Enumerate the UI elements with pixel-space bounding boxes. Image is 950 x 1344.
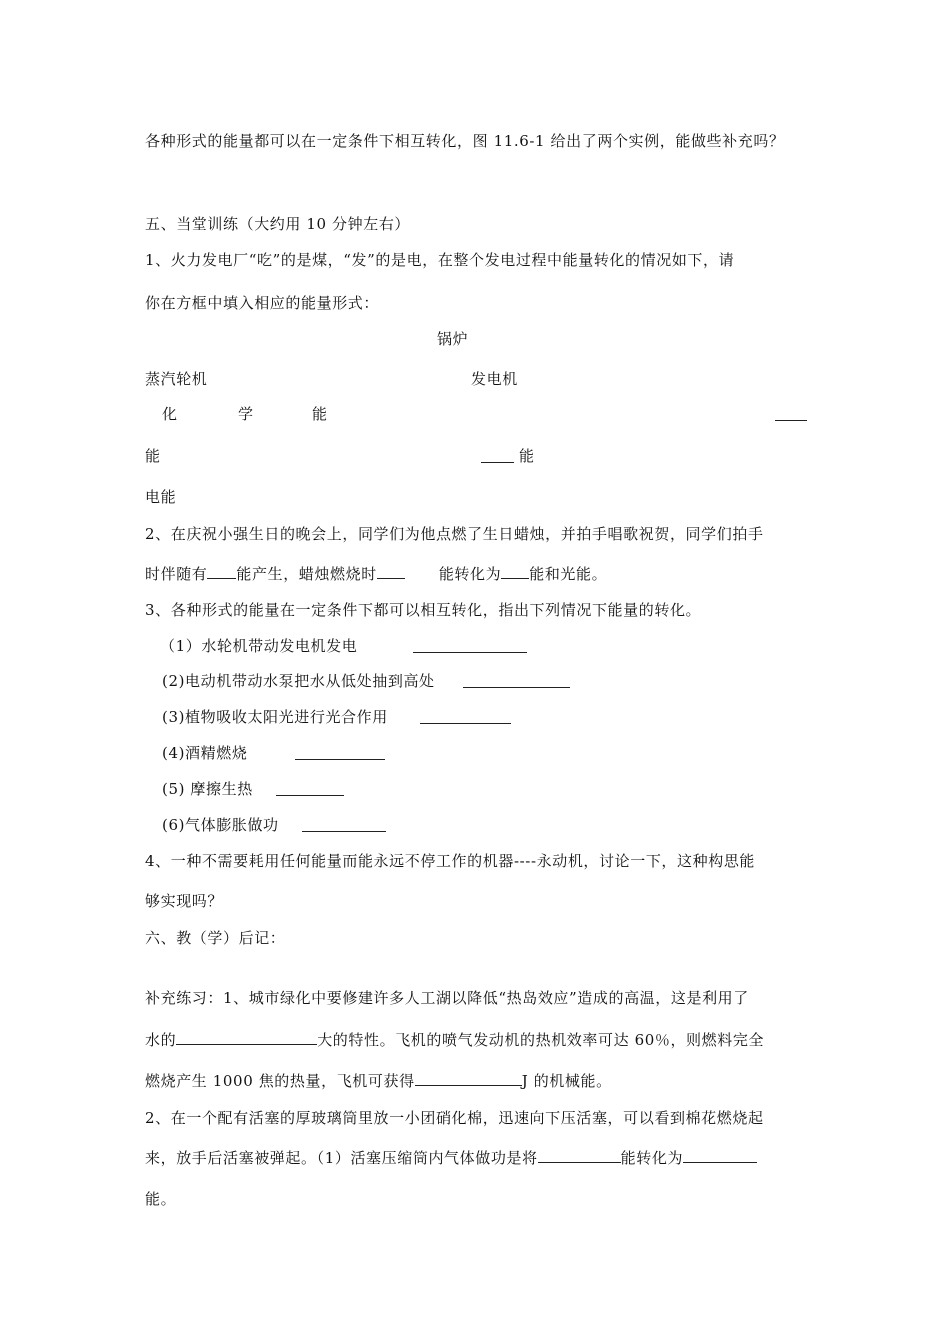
q4-line-2: 够实现吗？ xyxy=(145,892,224,910)
q3-item-1: （1）水轮机带动发电机发电 xyxy=(160,637,358,655)
q2-line-1: 2、在庆祝小强生日的晚会上，同学们为他点燃了生日蜡烛，并拍手唱歌祝贺，同学们拍手 xyxy=(145,525,764,543)
supplement-text-c: 燃烧产生 1000 焦的热量，飞机可获得 xyxy=(145,1072,415,1090)
blank-line xyxy=(413,638,527,653)
supplement-line-3 xyxy=(145,1071,612,1091)
blank-line xyxy=(683,1148,757,1163)
section-5-heading: 五、当堂训练（大约用 10 分钟左右） xyxy=(145,215,411,233)
blank-line xyxy=(377,564,405,579)
q3-item-3: (3)植物吸收太阳光进行光合作用 xyxy=(162,708,388,726)
blank-line xyxy=(501,564,529,579)
q2-text-c: 能转化为 xyxy=(438,565,502,583)
blank-line xyxy=(415,1071,522,1086)
blank-line xyxy=(276,781,344,796)
q2-line-2 xyxy=(145,564,607,584)
blank-line xyxy=(481,448,514,463)
diagram-label-turbine: 蒸汽轮机 xyxy=(145,370,208,388)
q3-intro: 3、各种形式的能量在一定条件下都可以相互转化，指出下列情况下能量的转化。 xyxy=(145,601,702,619)
q2-text-d: 能和光能。 xyxy=(529,565,608,583)
diagram-energy-mid: 能 xyxy=(519,447,535,465)
blank-line xyxy=(775,406,807,421)
q1-line-1: 1、火力发电厂“吃”的是煤，“发”的是电，在整个发电过程中能量转化的情况如下，请 xyxy=(145,251,735,269)
diagram-chem-char-1: 化 xyxy=(162,405,178,423)
blank-line xyxy=(176,1030,317,1045)
q3-item-6: (6)气体膨胀做功 xyxy=(162,816,279,834)
supplement-text-d: J 的机械能。 xyxy=(521,1072,612,1090)
blank-line xyxy=(207,564,236,579)
supplement-q2-line-3: 能。 xyxy=(145,1190,177,1208)
supplement-q2-line-1: 2、在一个配有活塞的厚玻璃筒里放一小团硝化棉，迅速向下压活塞，可以看到棉花燃烧起 xyxy=(145,1109,764,1127)
q3-item-5: (5) 摩擦生热 xyxy=(162,780,253,798)
q4-line-1: 4、一种不需要耗用任何能量而能永远不停工作的机器----永动机，讨论一下，这种构思能 xyxy=(145,852,756,870)
q2-text-a: 时伴随有 xyxy=(145,565,208,583)
section-6-heading: 六、教（学）后记： xyxy=(145,929,286,947)
supplement-q2-text-a: 来，放手后活塞被弹起。（1）活塞压缩筒内气体做功是将 xyxy=(145,1149,538,1167)
blank-line xyxy=(302,817,386,832)
q3-item-2: (2)电动机带动水泵把水从低处抽到高处 xyxy=(162,672,435,690)
q3-item-4: (4)酒精燃烧 xyxy=(162,744,248,762)
blank-line xyxy=(295,745,385,760)
supplement-text-b: 大的特性。飞机的喷气发动机的热机效率可达 60％，则燃料完全 xyxy=(317,1031,765,1049)
blank-line xyxy=(463,673,570,688)
supplement-q2-text-b: 能转化为 xyxy=(620,1149,684,1167)
q1-line-2: 你在方框中填入相应的能量形式： xyxy=(145,294,380,312)
supplement-line-2 xyxy=(145,1030,764,1050)
blank-line xyxy=(538,1148,621,1163)
supplement-line-1: 补充练习：1、城市绿化中要修建许多人工湖以降低“热岛效应”造成的高温，这是利用了 xyxy=(145,989,749,1007)
intro-paragraph: 各种形式的能量都可以在一定条件下相互转化，图 11.6-1 给出了两个实例，能做些补充吗？ xyxy=(145,132,785,150)
diagram-electric-energy: 电能 xyxy=(145,488,177,506)
diagram-chem-char-2: 学 xyxy=(238,405,254,423)
diagram-chem-char-3: 能 xyxy=(312,405,328,423)
diagram-label-generator: 发电机 xyxy=(471,370,518,388)
supplement-q2-line-2 xyxy=(145,1148,757,1168)
diagram-label-boiler: 锅炉 xyxy=(437,330,469,348)
q2-text-b: 能产生，蜡烛燃烧时 xyxy=(236,565,377,583)
supplement-text-a: 水的 xyxy=(145,1031,177,1049)
diagram-energy-left: 能 xyxy=(145,447,161,465)
blank-line xyxy=(420,709,511,724)
